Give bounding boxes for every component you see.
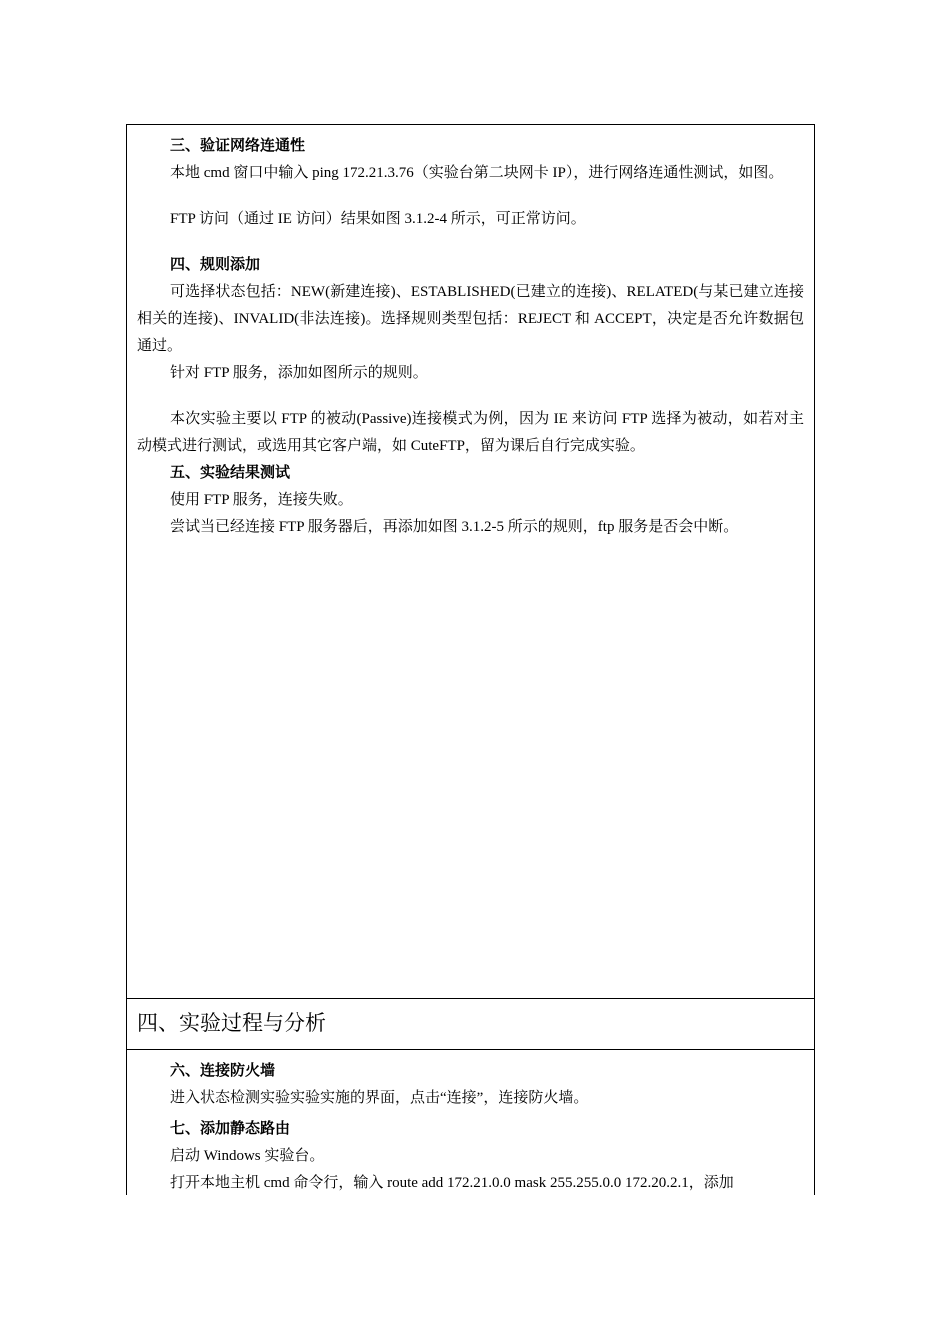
report-table xyxy=(126,124,815,1195)
paragraph: 启动 Windows 实验台。 xyxy=(170,1148,325,1164)
section-heading: 七、添加静态路由 xyxy=(170,1121,291,1137)
paragraph: 打开本地主机 cmd 命令行，输入 route add 172.21.0.0 mask 255.255.0.0 172.20.2.1，添加 xyxy=(170,1175,734,1191)
section-heading: 六、连接防火墙 xyxy=(170,1063,276,1079)
paragraph: 进入状态检测实验实验实施的界面，点击“连接”，连接防火墙。 xyxy=(170,1090,589,1106)
experiment-content-cell xyxy=(127,125,814,999)
paragraph: 尝试当已经连接 FTP 服务器后，再添加如图 3.1.2-5 所示的规则，ftp 服务是否会中断。 xyxy=(170,519,739,535)
paragraph: 使用 FTP 服务，连接失败。 xyxy=(170,492,353,508)
section-heading: 三、验证网络连通性 xyxy=(170,138,306,154)
paragraph: 针对 FTP 服务，添加如图所示的规则。 xyxy=(170,365,428,381)
analysis-content-cell xyxy=(127,1050,814,1196)
paragraph: 本次实验主要以 FTP 的被动(Passive)连接模式为例，因为 IE 来访问 FTP 选择为被动，如若对主动模式进行测试，或选用其它客户端，如 CuteFTP，留为课后自行完成实验。 xyxy=(137,411,804,454)
section-heading: 四、规则添加 xyxy=(170,257,261,273)
part-title: 四、实验过程与分析 xyxy=(137,1011,326,1035)
part-title-cell xyxy=(127,999,814,1050)
paragraph: FTP 访问（通过 IE 访问）结果如图 3.1.2-4 所示，可正常访问。 xyxy=(170,211,586,227)
section-heading: 五、实验结果测试 xyxy=(170,465,291,481)
paragraph: 可选择状态包括：NEW(新建连接)、ESTABLISHED(已建立的连接)、RELATED(与某已建立连接相关的连接)、INVALID(非法连接)。选择规则类型包括：REJECT 和 ACCEPT，决定是否允许数据包通过。 xyxy=(137,284,804,354)
paragraph: 本地 cmd 窗口中输入 ping 172.21.3.76（实验台第二块网卡 IP），进行网络连通性测试，如图。 xyxy=(170,165,784,181)
